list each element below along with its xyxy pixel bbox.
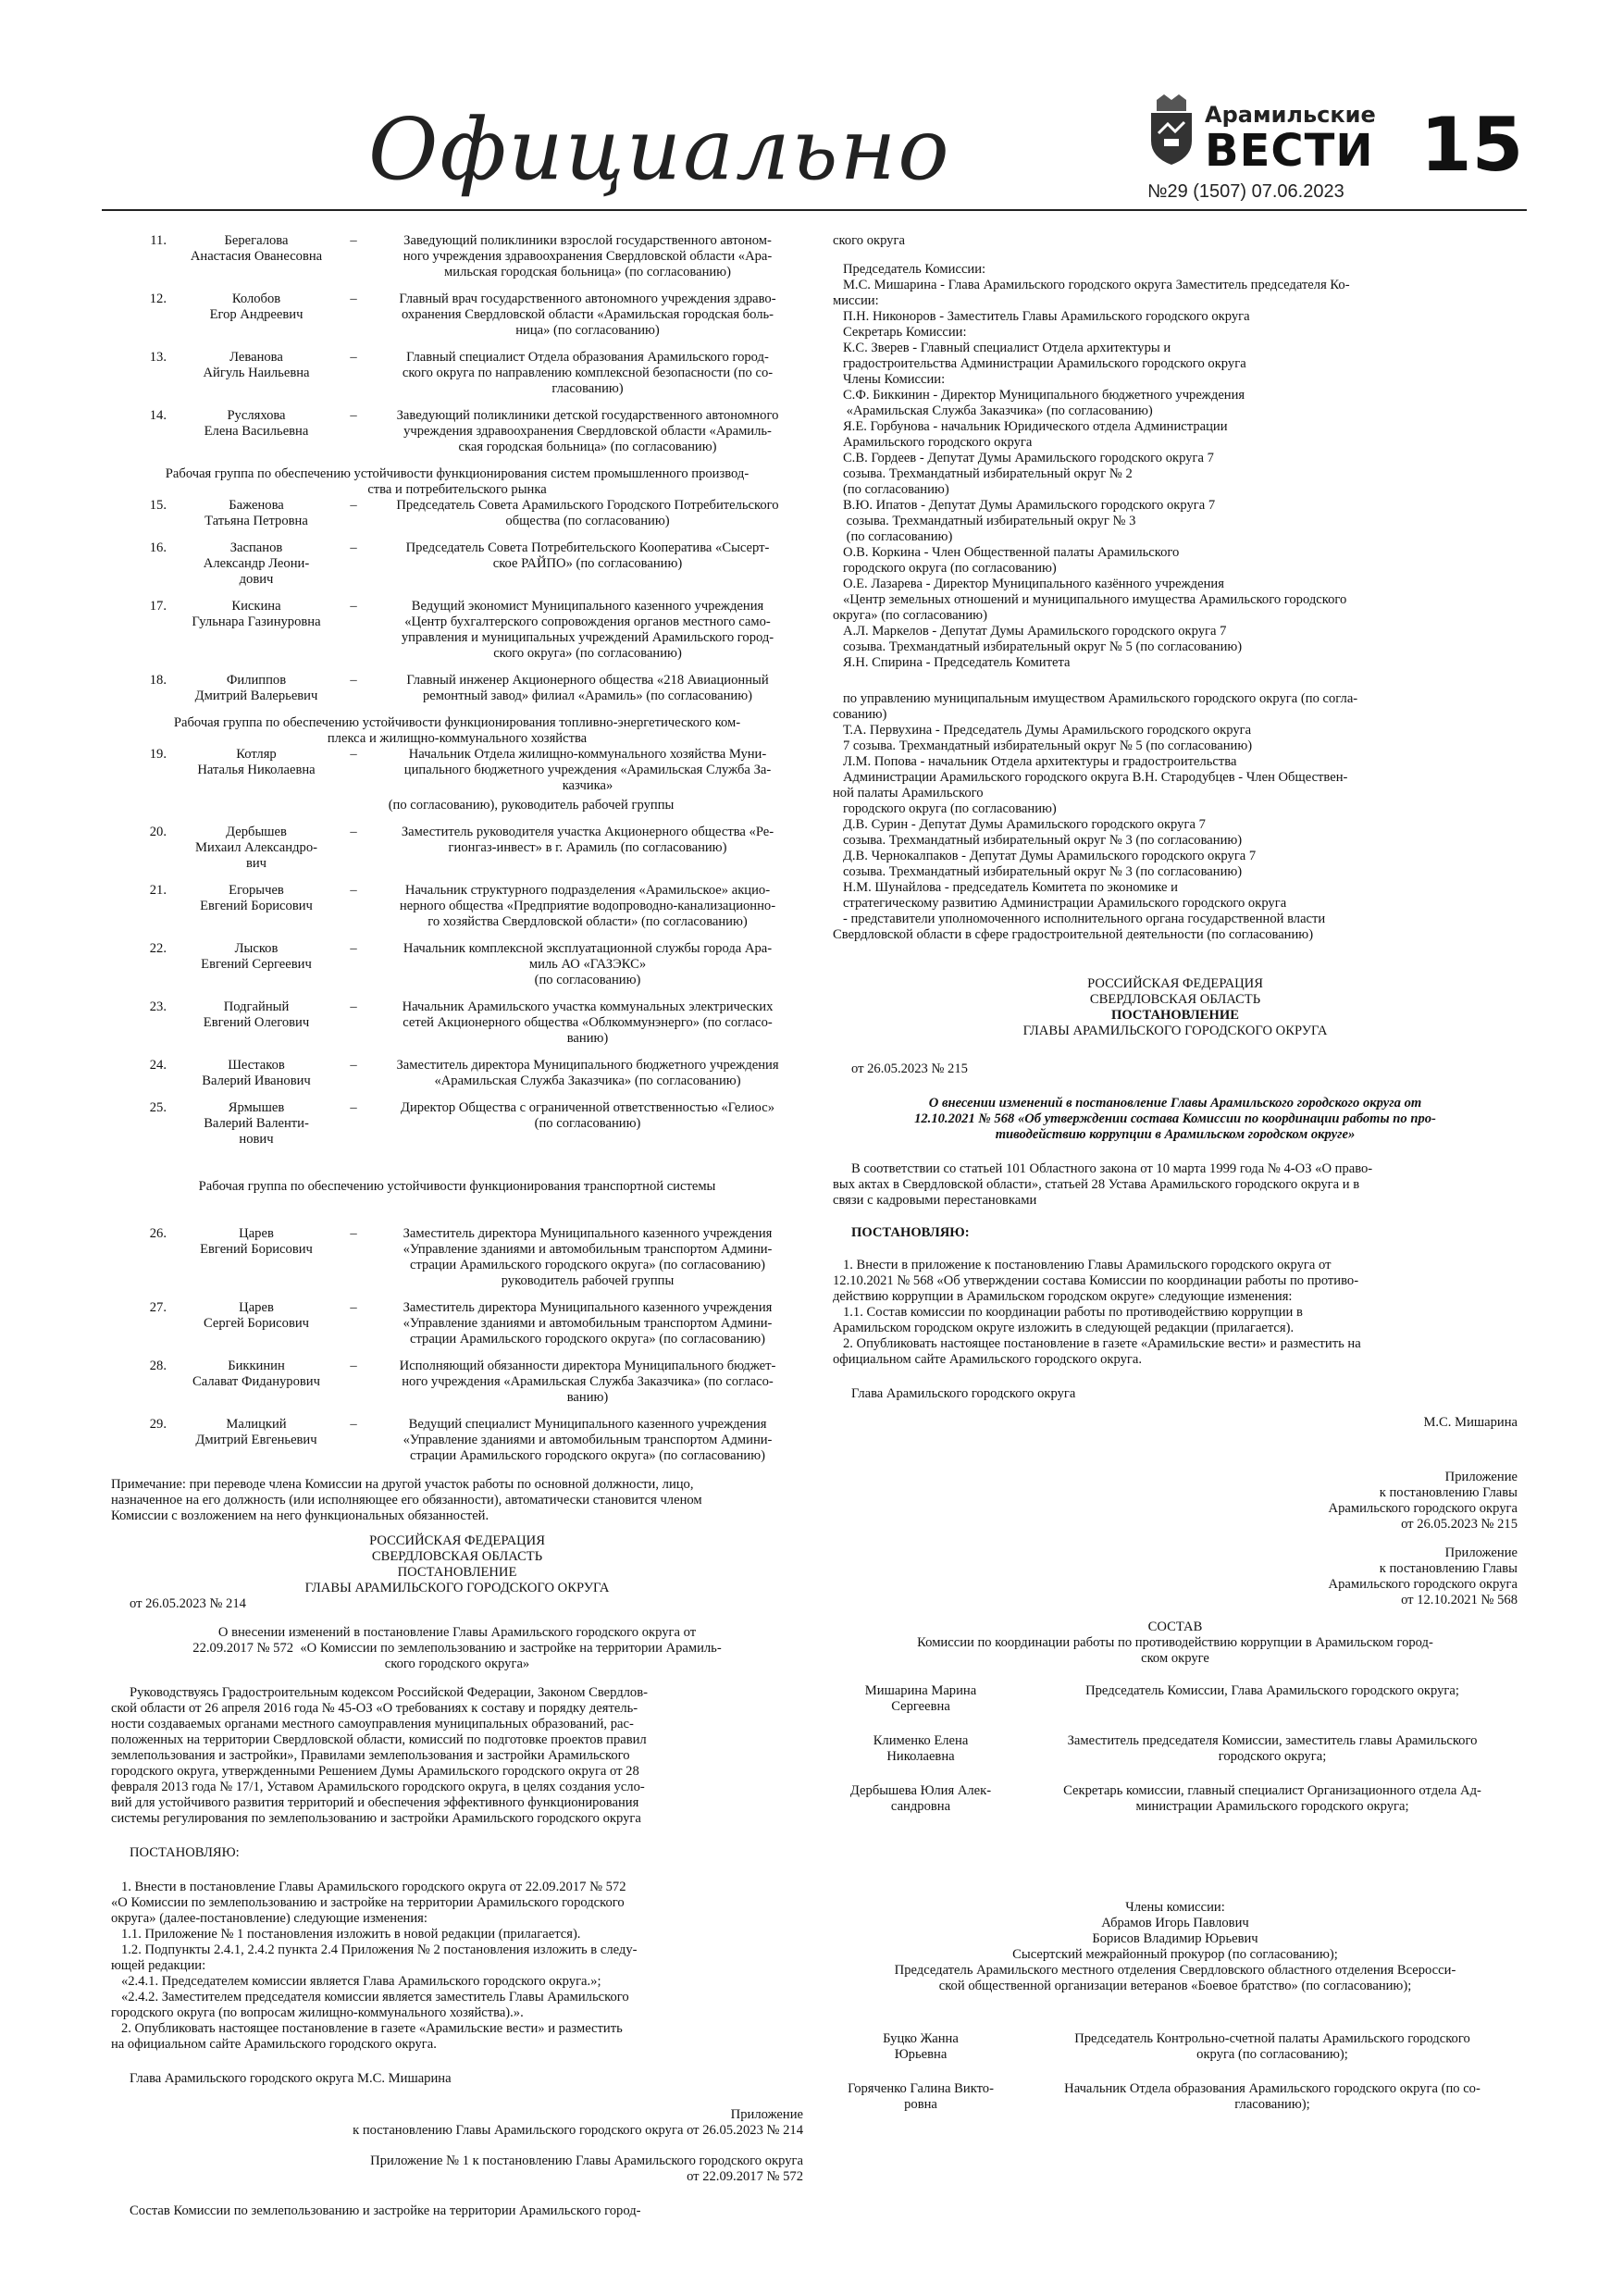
left-column [111, 233, 803, 2219]
composition-list-2 [833, 2031, 1518, 2113]
member-row [111, 599, 803, 662]
member-position: Главный специалист Отдела образования Арамильского город- ского округа по направлению комплексной безопасности (по со- гласованию) [402, 350, 774, 396]
member-name: Шестаков Валерий Иванович [202, 1058, 311, 1088]
decree-basis: В соответствии со статьей 101 Областного закона от 10 марта 1999 года № 4-ОЗ «О право- вых актах в Свердловской области», статьей 28 Устава Арамильского городского округа и в связи с кадровыми перестановками [833, 1161, 1373, 1208]
zoning-commission-list-cont: по управлению муниципальным имуществом Арамильского городского округа (по согла- сованию) Т.А. Первухина - Председатель Думы Арамильского городского округа 7 созыва. Трехмандатный избирательный округ № 5 (по согласованию) Л.М. Попова - начальник Отдела архитектуры и градостроительства Администрации Арамильского городского округа В.Н. Стародубцев - Член Обществен- ной палаты Арамильского городского округа (по согласованию) Д.В. Сурин - Депутат Думы Арамильского городского округа 7 созыва. Трехмандатный избирательный округ № 3 (по согласованию) Д.В. Чернокалпаков - Депутат Думы Арамильского городского округа 7 созыва. Трехмандатный избирательный округ № 3 (по согласованию) Н.М. Шунайлова - председатель Комитета по экономике и стратегическому развитию Администрации Арамильского городского округа - представители уполномоченного исполнительного органа государственной власти Свердловской области в сфере градостроительной деятельности (по согласованию) [833, 691, 1358, 942]
brand-top: Арамильские [1205, 102, 1376, 128]
member-row [111, 540, 803, 588]
member-position: Начальник Арамильского участка коммунальных электрических сетей Акционерного общества «Облкоммунэнерго» (по согласо- ванию) [402, 999, 774, 1046]
member-name: Малицкий Дмитрий Евгеньевич [195, 1417, 317, 1447]
member-row [111, 292, 803, 339]
members-list-a [111, 233, 803, 455]
composition-title: Состав Комиссии по землепользованию и застройке на территории Арамильского город- [130, 2203, 641, 2218]
member-position: Заместитель директора Муниципального казенного учреждения «Управление зданиями и автомобильным транспортом Админи- страции Арамильского городского округа» (по согласованию) [403, 1300, 773, 1347]
right-column [833, 233, 1518, 2131]
member-position: Председатель Совета Арамильского Городского Потребительского общества (по согласованию) [396, 498, 779, 528]
zoning-commission-list: Председатель Комиссии: М.С. Мишарина - Глава Арамильского городского округа Заместитель председателя Ко- миссии: П.Н. Никоноров - Заместитель Главы Арамильского городского округа Секретарь Комиссии: К.С. Зверев - Главный специалист Отдела архитектуры и градостроительства Администрации Арамильского городского округа Члены Комиссии: С.Ф. Биккинин - Директор Муниципального бюджетного учреждения «Арамильская Служба Заказчика» (по согласованию) Я.Е. Горбунова - начальник Юридического отдела Администрации Арамильского городского округа С.В. Гордеев - Депутат Думы Арамильского городского округа 7 созыва. Трехмандатный избирательный округ № 2 (по согласованию) В.Ю. Ипатов - Депутат Думы Арамильского городского округа 7 созыва. Трехмандатный избирательный округ № 3 (по согласованию) О.В. Коркина - Член Общественной палаты Арамильского городского округа (по согласованию) О.Е. Лазарева - Директор Муниципального казённого учреждения «Центр земельных отношений и муниципального имущества Арамильского городского округа» (по согласованию) А.Л. Маркелов - Депутат Думы Арамильского городского округа 7 созыва. Трехмандатный избирательный округ № 5 (по согласованию) Я.Н. Спирина - Председатель Комитета [833, 262, 1350, 670]
coat-of-arms-icon [1144, 93, 1199, 167]
member-number: 12. [149, 292, 167, 306]
member-row [111, 350, 803, 397]
member-name: Заспанов Александр Леони- дович [203, 540, 310, 587]
member-dash: – [350, 1359, 357, 1373]
member-dash: – [350, 498, 357, 513]
appendix-note: Приложение к постановлению Главы Арамильского городского округа от 12.10.2021 № 568 [1328, 1545, 1518, 1607]
composition-title: СОСТАВ Комиссии по координации работы по противодействию коррупции в Арамильском город- ском округе [917, 1620, 1433, 1666]
decree-header: РОССИЙСКАЯ ФЕДЕРАЦИЯ СВЕРДЛОВСКАЯ ОБЛАСТЬ [1087, 976, 1263, 1007]
member-dash: – [350, 883, 357, 898]
member-number: 19. [149, 747, 167, 762]
working-group-heading: Рабочая группа по обеспечению устойчивости функционирования топливно-энергетического ком- плекса и жилищно-коммунального хозяйства [173, 715, 741, 746]
member-number: 15. [149, 498, 167, 513]
member-name: Царев Евгений Борисович [200, 1226, 313, 1257]
member-dash: – [350, 825, 357, 839]
member-name: Кискина Гульнара Газинуровна [192, 599, 321, 629]
member-row [111, 498, 803, 529]
decree-header: РОССИЙСКАЯ ФЕДЕРАЦИЯ СВЕРДЛОВСКАЯ ОБЛАСТЬ ПОСТАНОВЛЕНИЕ ГЛАВЫ АРАМИЛЬСКОГО ГОРОДСКОГО ОКРУГА [304, 1533, 610, 1595]
member-position: Исполняющий обязанности директора Муниципального бюджет- ного учреждения «Арамильская Служба Заказчика» (по согласо- ванию) [399, 1359, 776, 1405]
member-dash: – [350, 599, 357, 614]
member-name: Царев Сергей Борисович [203, 1300, 309, 1331]
member-dash: – [350, 540, 357, 555]
member-position: Главный врач государственного автономного учреждения здраво- охранения Свердловской области «Арамильская городская боль- ница» (по согласованию) [399, 292, 776, 338]
decree-of: ГЛАВЫ АРАМИЛЬСКОГО ГОРОДСКОГО ОКРУГА [1022, 1024, 1328, 1038]
composition-position: Начальник Отдела образования Арамильского городского округа (по со- гласованию); [1064, 2081, 1481, 2112]
decree-title: О внесении изменений в постановление Главы Арамильского городского округа от 12.10.2021 № 568 «Об утверждении состава Комиссии по координации работы по про- тиводействию коррупции в Арамильском городском округе» [914, 1096, 1436, 1142]
members-list-c [111, 825, 803, 1148]
section-title: Официально [368, 100, 951, 199]
decree-kind: ПОСТАНОВЛЕНИЕ [1111, 1008, 1239, 1023]
member-dash: – [350, 747, 357, 762]
composition-position: Заместитель председателя Комиссии, заместитель главы Арамильского городского округа; [1067, 1733, 1478, 1764]
member-position: Заведующий поликлиники взрослой государственного автоном- ного учреждения здравоохранения Свердловской области «Ара- мильская городская больница» (по согласованию) [403, 233, 773, 279]
appendix-note: Приложение к постановлению Главы Арамильского городского округа от 26.05.2023 № 214 [353, 2107, 803, 2138]
member-number: 27. [149, 1300, 167, 1315]
member-position: Главный инженер Акционерного общества «218 Авиационный ремонтный завод» филиал «Арамиль» (по согласованию) [406, 673, 769, 703]
brand-main: ВЕСТИ [1205, 125, 1374, 177]
member-row [111, 825, 803, 872]
member-row [111, 1300, 803, 1347]
member-dash: – [350, 1417, 357, 1432]
member-dash: – [350, 350, 357, 365]
member-name: Русляхова Елена Васильевна [204, 408, 309, 439]
member-number: 23. [149, 999, 167, 1014]
page-header [0, 0, 1623, 202]
composition-position: Председатель Комиссии, Глава Арамильского городского округа; [1085, 1683, 1459, 1698]
member-dash: – [350, 233, 357, 248]
member-name: Баженова Татьяна Петровна [204, 498, 308, 528]
member-number: 16. [149, 540, 167, 555]
member-number: 18. [149, 673, 167, 688]
page-number: 15 [1420, 102, 1524, 188]
member-continuation: (по согласованию), руководитель рабочей группы [388, 798, 675, 813]
decree-resolve: ПОСТАНОВЛЯЮ: [130, 1845, 240, 1860]
issue-number: №29 (1507) 07.06.2023 [1147, 181, 1344, 202]
composition-row [833, 1683, 1518, 1715]
member-position: Ведущий экономист Муниципального казенного учреждения «Центр бухгалтерского сопровождения органов местного само- управления и муниципальных учреждений Арамильского город- ского округа» (по согласованию) [401, 599, 774, 661]
member-number: 29. [149, 1417, 167, 1432]
member-name: Лысков Евгений Сергеевич [201, 941, 312, 972]
member-number: 28. [149, 1359, 167, 1373]
member-position: Председатель Совета Потребительского Кооператива «Сысерт- ское РАЙПО» (по согласованию) [405, 540, 770, 571]
decree-items: 1. Внести в приложение к постановлению Главы Арамильского городского округа от 12.10.2021 № 568 «Об утверждении состава Комиссии по координации работы по противо- действию коррупции в Арамильском городском округе» следующие изменения: 1.1. Состав комиссии по координации работы по противодействию коррупции в Арамильском городском округе изложить в следующей редакции (прилагается). 2. Опубликовать настоящее постановление в газете «Арамильские вести» и разместить на официальном сайте Арамильского городского округа. [833, 1258, 1361, 1367]
member-name: Колобов Егор Андреевич [209, 292, 304, 322]
decree-date: от 26.05.2023 № 214 [130, 1596, 246, 1611]
member-row [111, 883, 803, 930]
appendix-note: Приложение к постановлению Главы Арамильского городского округа от 26.05.2023 № 215 [1328, 1470, 1518, 1532]
newspaper-logo [1144, 93, 1376, 177]
member-number: 25. [149, 1100, 167, 1115]
member-number: 20. [149, 825, 167, 839]
member-position: Заместитель директора Муниципального казенного учреждения «Управление зданиями и автомобильным транспортом Админи- страции Арамильского городского округа» (по согласованию) руководитель рабочей группы [403, 1226, 773, 1288]
commission-members-block: Члены комиссии: Абрамов Игорь Павлович Борисов Владимир Юрьевич Сысертский межрайонный прокурор (по согласованию); Председатель Арамильского местного отделения Свердловского областного отделения Всеросси- ской общественной организации ветеранов «Боевое братство» (по согласованию); [894, 1900, 1456, 1993]
member-name: Филиппов Дмитрий Валерьевич [194, 673, 318, 703]
member-row [111, 747, 803, 794]
member-position: Заместитель руководителя участка Акционерного общества «Ре- гионгаз-инвест» в г. Арамиль (по согласованию) [401, 825, 774, 855]
composition-position: Секретарь комиссии, главный специалист Организационного отдела Ад- министрации Арамильского городского округа; [1063, 1783, 1481, 1814]
member-row [111, 1359, 803, 1406]
member-name: Егорычев Евгений Борисович [200, 883, 313, 913]
decree-title: О внесении изменений в постановление Главы Арамильского городского округа от 22.09.2017 № 572 «О Комиссии по землепользованию и застройке на территории Арамиль- ского городского округа» [192, 1625, 722, 1671]
member-row [111, 408, 803, 455]
member-number: 11. [150, 233, 167, 248]
composition-row [833, 2031, 1518, 2063]
composition-position: Председатель Контрольно-счетной палаты Арамильского городского округа (по согласованию); [1074, 2031, 1470, 2062]
composition-row [833, 1783, 1518, 1815]
decree-resolve: ПОСТАНОВЛЯЮ: [851, 1225, 970, 1240]
member-name: Берегалова Анастасия Ованесовна [190, 233, 323, 264]
member-dash: – [350, 1226, 357, 1241]
member-name: Ярмышев Валерий Валенти- нович [204, 1100, 309, 1147]
member-name: Биккинин Салават Фиданурович [192, 1359, 320, 1389]
header-rule [102, 209, 1527, 211]
member-number: 22. [149, 941, 167, 956]
composition-list [833, 1683, 1518, 1815]
member-name: Дербышев Михаил Александро- вич [195, 825, 317, 871]
member-row [111, 1058, 803, 1089]
note: Примечание: при переводе члена Комиссии на другой участок работы по основной должности, лицо, назначенное на его должность (или исполняющее его обязанности), автоматически становится членом Комиссии с возложением на него функциональных обязанностей. [111, 1477, 702, 1523]
decree-date: от 26.05.2023 № 215 [851, 1061, 968, 1076]
members-list-b [111, 498, 803, 704]
member-row [111, 941, 803, 988]
signature-name: М.С. Мишарина [1423, 1415, 1518, 1430]
member-number: 17. [149, 599, 167, 614]
member-dash: – [350, 1300, 357, 1315]
member-dash: – [350, 408, 357, 423]
member-dash: – [350, 1058, 357, 1073]
member-number: 26. [149, 1226, 167, 1241]
member-position: Ведущий специалист Муниципального казенного учреждения «Управление зданиями и автомобильным транспортом Админи- страции Арамильского городского округа» (по согласованию) [403, 1417, 773, 1463]
member-row [111, 673, 803, 704]
composition-name: Мишарина Марина Сергеевна [864, 1683, 977, 1714]
member-dash: – [350, 999, 357, 1014]
working-group-heading: Рабочая группа по обеспечению устойчивости функционирования транспортной системы [198, 1179, 716, 1194]
member-dash: – [350, 673, 357, 688]
member-position: Заместитель директора Муниципального бюджетного учреждения «Арамильская Служба Заказчика» (по согласованию) [396, 1058, 779, 1088]
signature-title: Глава Арамильского городского округа [851, 1386, 1076, 1401]
composition-row [833, 2081, 1518, 2113]
member-position: Заведующий поликлиники детской государственного автономного учреждения здравоохранения Свердловской области «Арамиль- ская городская больница» (по согласованию) [396, 408, 779, 454]
working-group-heading: Рабочая группа по обеспечению устойчивости функционирования систем промышленного производ- ства и потребительского рынка [165, 466, 750, 497]
member-position: Начальник структурного подразделения «Арамильское» акцио- нерного общества «Предприятие водопроводно-канализационно- го хозяйства Свердловской области» (по согласованию) [399, 883, 776, 929]
decree-body: Руководствуясь Градостроительным кодексом Российской Федерации, Законом Свердлов- ской области от 26 апреля 2016 года № 45-ОЗ «О требованиях к составу и порядку деятель- ности создаваемых органами местного самоуправления муниципальных образований, рас- положенных на территории Свердловской области, комиссий по подготовке проектов правил землепользования и застройки», Правилами землепользования и застройки Арамильского городского округа, утвержденными Решением Думы Арамильского городского округа от 28 февраля 2013 года № 17/1, Уставом Арамильского городского округа, в целях создания усло- вий для устойчивого развития территорий и обеспечения эффективного функционирования системы регулирования по землепользованию и застройки Арамильского городского округа [111, 1685, 648, 1826]
member-row [111, 1417, 803, 1464]
member-name: Подгайный Евгений Олегович [203, 999, 310, 1030]
decree-signature: Глава Арамильского городского округа М.С. Мишарина [130, 2071, 452, 2086]
member-dash: – [350, 292, 357, 306]
member-dash: – [350, 941, 357, 956]
continuation-text: ского округа [833, 233, 905, 248]
member-name: Леванова Айгуль Наильевна [203, 350, 310, 380]
composition-name: Горяченко Галина Викто- ровна [848, 2081, 994, 2112]
member-row [111, 1226, 803, 1289]
member-number: 24. [149, 1058, 167, 1073]
member-row [111, 999, 803, 1047]
composition-name: Дербышева Юлия Алек- сандровна [849, 1783, 992, 1814]
member-number: 21. [149, 883, 167, 898]
composition-name: Клименко Елена Николаевна [873, 1733, 969, 1764]
member-number: 14. [149, 408, 167, 423]
member-row [111, 233, 803, 280]
member-position: Начальник комплексной эксплуатационной службы города Ара- миль АО «ГАЗЭКС» (по согласованию) [403, 941, 773, 987]
member-row [111, 1100, 803, 1148]
composition-name: Буцко Жанна Юрьевна [883, 2031, 959, 2062]
decree-items: 1. Внести в постановление Главы Арамильского городского округа от 22.09.2017 № 572 «О Комиссии по землепользованию и застройке на территории Арамильского городского округа» (далее-постановление) следующие изменения: 1.1. Приложение № 1 постановления изложить в новой редакции (прилагается). 1.2. Подпункты 2.4.1, 2.4.2 пункта 2.4 Приложения № 2 постановления изложить в следу- ющей редакции: «2.4.1. Председателем комиссии является Глава Арамильского городского округа.»; «2.4.2. Заместителем председателя комиссии является заместитель Главы Арамильского городского округа (по вопросам жилищно-коммунального хозяйства).». 2. Опубликовать настоящее постановление в газете «Арамильские вести» и разместить на официальном сайте Арамильского городского округа. [111, 1880, 638, 2052]
member-dash: – [350, 1100, 357, 1115]
appendix-note: Приложение № 1 к постановлению Главы Арамильского городского округа от 22.09.2017 № 572 [370, 2153, 803, 2184]
members-list-d [111, 1226, 803, 1464]
composition-row [833, 1733, 1518, 1765]
member-number: 13. [149, 350, 167, 365]
member-position: Директор Общества с ограниченной ответственностью «Гелиос» (по согласованию) [400, 1100, 774, 1131]
member-name: Котляр Наталья Николаевна [197, 747, 316, 777]
member-position: Начальник Отдела жилищно-коммунального хозяйства Муни- ципального бюджетного учреждения «Арамильская Служба За- казчика» [403, 747, 772, 793]
